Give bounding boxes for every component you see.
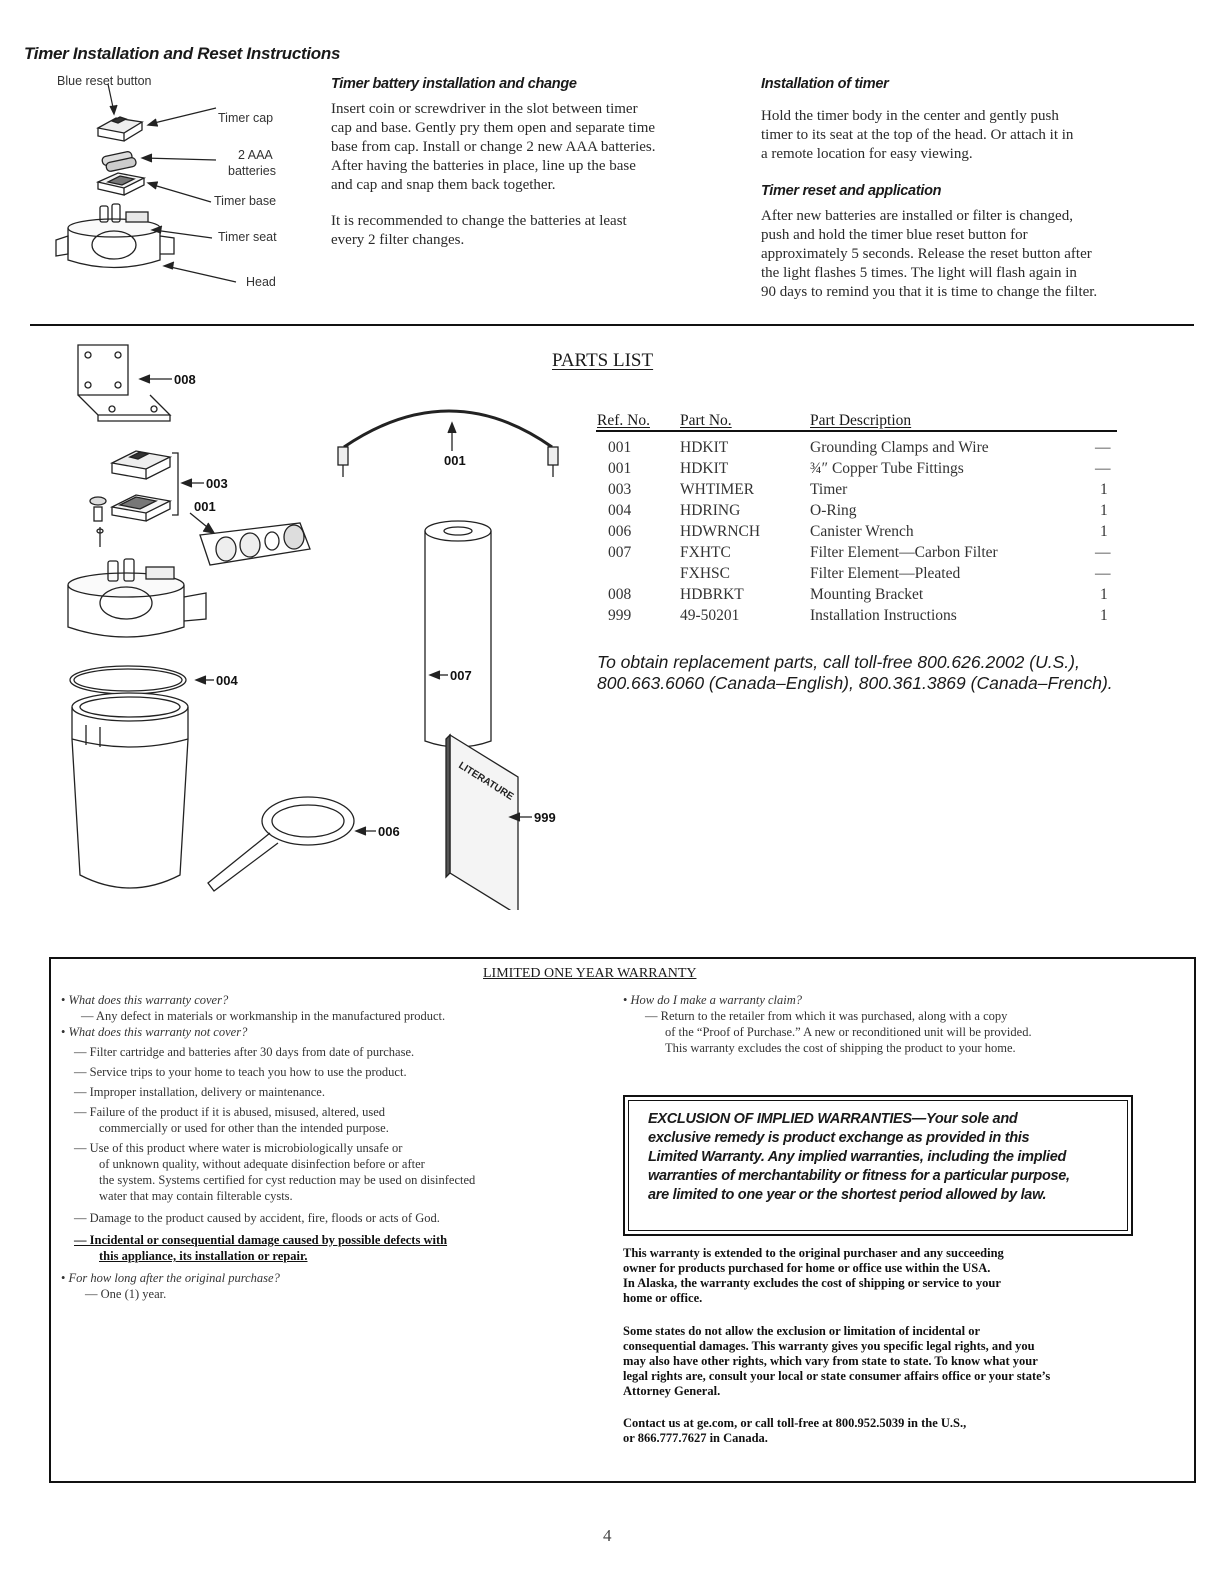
cell-qty: — xyxy=(1095,439,1111,456)
extended-line: owner for products purchased for home or office use within the USA. xyxy=(623,1261,991,1275)
battery-note-line: every 2 filter changes. xyxy=(331,232,465,248)
cell-ref: 006 xyxy=(608,523,632,540)
parts-header-rule xyxy=(596,430,1117,432)
battery-heading: Timer battery installation and change xyxy=(331,76,577,92)
order-note-line: To obtain replacement parts, call toll-free 800.626.2002 (U.S.), xyxy=(597,652,1080,672)
literature-shape xyxy=(446,735,518,910)
cell-part: HDBRKT xyxy=(680,586,744,603)
header-ref-no: Ref. No. xyxy=(597,412,650,429)
claim-item: — Return to the retailer from which it was purchased, along with a copy xyxy=(645,1009,1008,1023)
section-title: Timer Installation and Reset Instructions xyxy=(24,44,341,63)
cell-part: WHTIMER xyxy=(680,481,755,498)
page-number: 4 xyxy=(603,1526,612,1545)
battery-line: Insert coin or screwdriver in the slot between timer xyxy=(331,101,638,117)
replacement-parts-note xyxy=(597,652,1157,694)
reset-body xyxy=(761,207,1201,302)
wrench-shape xyxy=(208,797,354,891)
cell-desc: Filter Element—Pleated xyxy=(810,565,961,582)
extended-line: home or office. xyxy=(623,1291,703,1305)
callout-001-wire: 001 xyxy=(444,453,466,468)
reset-line: After new batteries are installed or filter is changed, xyxy=(761,208,1073,224)
callout-001-fittings: 001 xyxy=(194,499,216,514)
exclusion-line: EXCLUSION OF IMPLIED WARRANTIES—Your sole and xyxy=(648,1111,1018,1127)
cell-qty: — xyxy=(1095,565,1111,582)
install-line: a remote location for easy viewing. xyxy=(761,146,973,162)
copper-fittings-shape xyxy=(200,523,310,565)
list-item-cont: water that may contain filterable cysts. xyxy=(99,1189,293,1203)
cell-qty: 1 xyxy=(1100,586,1108,603)
states-line: Some states do not allow the exclusion or limitation of incidental or xyxy=(623,1324,981,1338)
cell-part: HDWRNCH xyxy=(680,523,761,540)
timer-shape xyxy=(112,451,178,521)
header-part-no: Part No. xyxy=(680,412,732,429)
cell-ref: 004 xyxy=(608,502,632,519)
cell-desc: Mounting Bracket xyxy=(810,586,924,603)
warranty-contact xyxy=(623,1416,1183,1446)
list-item: — Failure of the product if it is abused, misused, altered, used xyxy=(74,1105,386,1119)
cell-part: FXHSC xyxy=(680,565,730,582)
head-shape xyxy=(56,204,174,268)
cell-qty: 1 xyxy=(1100,502,1108,519)
parts-list-title: PARTS LIST xyxy=(552,350,654,371)
label-timer-base: Timer base xyxy=(214,194,277,208)
battery-note xyxy=(331,212,751,250)
cell-part: FXHTC xyxy=(680,544,731,561)
states-line: Attorney General. xyxy=(623,1384,721,1398)
literature-label: LITERATURE xyxy=(456,760,516,803)
cell-qty: 1 xyxy=(1100,523,1108,540)
cell-ref: 001 xyxy=(608,460,632,477)
question-text: For how long after the original purchase? xyxy=(68,1271,280,1285)
answer-how-long: — One (1) year. xyxy=(85,1287,167,1301)
exclusion-line: exclusive remedy is product exchange as provided in this xyxy=(648,1130,1030,1146)
callout-003: 003 xyxy=(206,476,228,491)
battery-line: base from cap. Install or change 2 new AAA batteries. xyxy=(331,139,656,155)
exclusion-line: Limited Warranty. Any implied warranties, including the implied xyxy=(648,1149,1067,1165)
battery-line: cap and base. Gently pry them open and separate time xyxy=(331,120,656,136)
cell-desc: Timer xyxy=(810,481,848,498)
reset-line: the light flashes 5 times. The light will flash again in xyxy=(761,265,1077,281)
table-row xyxy=(597,563,1127,584)
section-divider xyxy=(30,324,1194,326)
question-text: What does this warranty not cover? xyxy=(68,1025,248,1039)
cell-desc: Filter Element—Carbon Filter xyxy=(810,544,998,561)
cell-ref: 008 xyxy=(608,586,632,603)
small-fittings-shape xyxy=(90,497,106,547)
callout-008: 008 xyxy=(174,372,196,387)
cell-ref: 003 xyxy=(608,481,632,498)
battery-line: After having the batteries in place, line up the base xyxy=(331,158,636,174)
warranty-title: LIMITED ONE YEAR WARRANTY xyxy=(483,966,697,981)
cell-part: HDRING xyxy=(680,502,741,519)
callout-999: 999 xyxy=(534,810,556,825)
batteries-shape xyxy=(101,151,136,172)
install-line: Hold the timer body in the center and gently push xyxy=(761,108,1059,124)
install-line: timer to its seat at the top of the head. Or attach it in xyxy=(761,127,1074,143)
exclusion-text xyxy=(648,1110,1118,1205)
label-blue-reset-button: Blue reset button xyxy=(57,74,152,88)
reset-line: approximately 5 seconds. Release the reset button after xyxy=(761,246,1092,262)
cell-part: HDKIT xyxy=(680,439,729,456)
warranty-extended xyxy=(623,1246,1183,1306)
cell-desc: Installation Instructions xyxy=(810,607,957,624)
callout-007: 007 xyxy=(450,668,472,683)
cell-qty: 1 xyxy=(1100,481,1108,498)
cell-part: HDKIT xyxy=(680,460,729,477)
table-row xyxy=(597,521,1127,542)
extended-line: This warranty is extended to the original purchaser and any succeeding xyxy=(623,1246,1004,1260)
extended-line: In Alaska, the warranty excludes the cost of shipping or service to your xyxy=(623,1276,1001,1290)
o-ring-shape xyxy=(70,666,186,694)
table-row xyxy=(597,479,1127,500)
exclusion-line: are limited to one year or the shortest period allowed by law. xyxy=(648,1187,1047,1203)
cell-ref: 007 xyxy=(608,544,632,561)
warranty-left-column xyxy=(61,992,601,1302)
table-row xyxy=(597,542,1127,563)
states-line: legal rights are, consult your local or state consumer affairs office or your state’s xyxy=(623,1369,1051,1383)
label-timer-cap: Timer cap xyxy=(218,111,274,125)
incidental-damage-item: — Incidental or consequential damage caused by possible defects with xyxy=(74,1233,448,1247)
callout-006: 006 xyxy=(378,824,400,839)
list-item-cont: the system. Systems certified for cyst reduction may be used on disinfected xyxy=(99,1173,476,1187)
filter-element-shape xyxy=(425,521,491,747)
warranty-states xyxy=(623,1324,1183,1399)
parts-table xyxy=(597,437,1127,626)
list-item: — Improper installation, delivery or maintenance. xyxy=(74,1085,325,1099)
exclusion-line: warranties of merchantability or fitness for a particular purpose, xyxy=(648,1168,1070,1184)
cell-ref: 001 xyxy=(608,439,632,456)
header-part-description: Part Description xyxy=(810,412,912,429)
claim-item-cont: This warranty excludes the cost of shipping the product to your home. xyxy=(665,1041,1016,1055)
reset-line: push and hold the timer blue reset button for xyxy=(761,227,1028,243)
table-row xyxy=(597,437,1127,458)
list-item: — Service trips to your home to teach you how to use the product. xyxy=(74,1065,407,1079)
table-row xyxy=(597,500,1127,521)
cell-qty: 1 xyxy=(1100,607,1108,624)
parts-exploded-diagram xyxy=(60,335,600,910)
cell-ref: 999 xyxy=(608,607,632,624)
cell-desc: Grounding Clamps and Wire xyxy=(810,439,989,456)
contact-line: or 866.777.7627 in Canada. xyxy=(623,1431,768,1445)
question-text: What does this warranty cover? xyxy=(68,993,229,1007)
reset-heading: Timer reset and application xyxy=(761,183,942,199)
incidental-damage-cont: this appliance, its installation or repair. xyxy=(99,1249,308,1263)
cell-qty: — xyxy=(1095,460,1111,477)
battery-line: and cap and snap them back together. xyxy=(331,177,556,193)
list-item-cont: commercially or used for other than the intended purpose. xyxy=(99,1121,389,1135)
install-heading: Installation of timer xyxy=(761,76,889,92)
states-line: may also have other rights, which vary from state to state. To know what your xyxy=(623,1354,1038,1368)
cell-desc: ¾″ Copper Tube Fittings xyxy=(810,460,964,477)
warranty-right-column xyxy=(623,992,1163,1056)
table-row xyxy=(597,584,1127,605)
cell-qty: — xyxy=(1095,544,1111,561)
label-2aaa: 2 AAA xyxy=(238,148,273,162)
answer-cover: — Any defect in materials or workmanship in the manufactured product. xyxy=(81,1009,446,1023)
install-body xyxy=(761,107,1191,164)
list-item-cont: of unknown quality, without adequate disinfection before or after xyxy=(99,1157,425,1171)
timer-base-shape xyxy=(98,173,144,195)
question-cover: • What does this warranty cover? xyxy=(61,993,229,1007)
table-row xyxy=(597,605,1127,626)
contact-line: Contact us at ge.com, or call toll-free at 800.952.5039 in the U.S., xyxy=(623,1416,967,1430)
canister-shape xyxy=(72,693,188,888)
filter-head-shape xyxy=(68,559,206,637)
label-batteries: batteries xyxy=(228,164,276,178)
list-item: — Filter cartridge and batteries after 30 days from date of purchase. xyxy=(74,1045,415,1059)
cell-part: 49-50201 xyxy=(680,607,740,624)
order-note-line: 800.663.6060 (Canada–English), 800.361.3869 (Canada–French). xyxy=(597,673,1113,693)
question-not-cover: • What does this warranty not cover? xyxy=(61,1025,248,1039)
states-line: consequential damages. This warranty gives you specific legal rights, and you xyxy=(623,1339,1035,1353)
battery-body xyxy=(331,100,751,195)
mounting-bracket-shape xyxy=(78,345,170,421)
callout-004: 004 xyxy=(216,673,238,688)
not-covered-list xyxy=(61,1044,601,1264)
label-head: Head xyxy=(246,275,276,289)
question-claim: • How do I make a warranty claim? xyxy=(623,993,803,1007)
reset-line: 90 days to remind you that it is time to change the filter. xyxy=(761,284,1098,300)
claim-item-cont: of the “Proof of Purchase.” A new or reconditioned unit will be provided. xyxy=(665,1025,1032,1039)
timer-cap-shape xyxy=(98,117,142,141)
table-row xyxy=(597,458,1127,479)
cell-desc: Canister Wrench xyxy=(810,523,914,540)
question-how-long: • For how long after the original purchase? xyxy=(61,1271,280,1285)
list-item: — Use of this product where water is microbiologically unsafe or xyxy=(74,1141,403,1155)
timer-exploded-diagram xyxy=(46,70,306,300)
question-text: How do I make a warranty claim? xyxy=(630,993,803,1007)
battery-note-line: It is recommended to change the batteries at least xyxy=(331,213,627,229)
label-timer-seat: Timer seat xyxy=(218,230,277,244)
list-item: — Damage to the product caused by accident, fire, floods or acts of God. xyxy=(74,1211,440,1225)
cell-desc: O-Ring xyxy=(810,502,857,519)
